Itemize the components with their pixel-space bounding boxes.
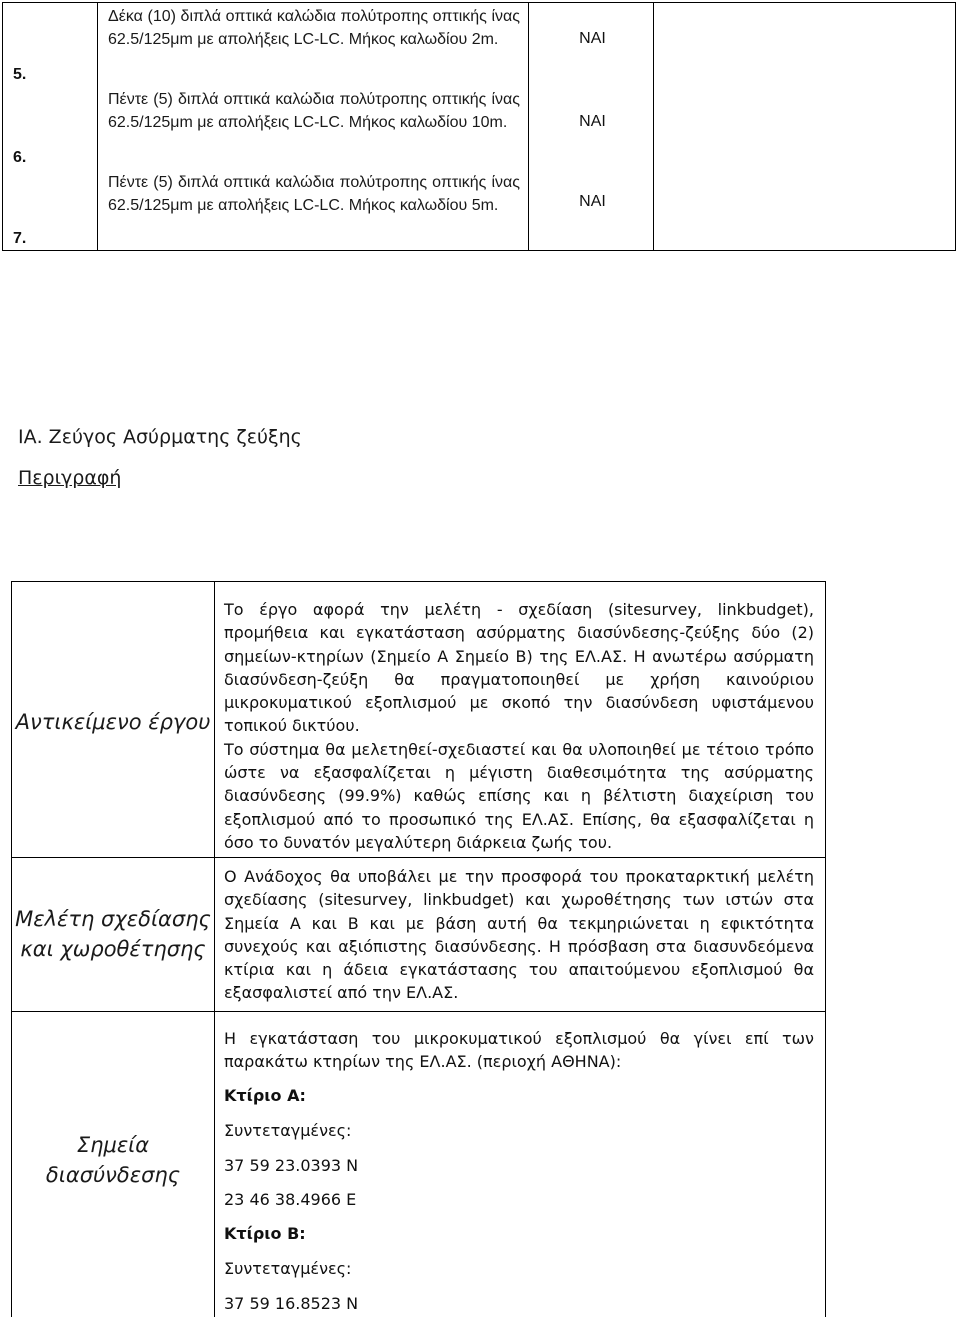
label-line: διασύνδεσης	[45, 1163, 181, 1187]
section-title: ΙΑ. Ζεύγος Ασύρματης ζεύξης	[18, 426, 302, 448]
section-subtitle: Περιγραφή	[18, 467, 122, 489]
description-table	[11, 581, 826, 1317]
row-compliance: ΝΑΙ	[579, 113, 606, 130]
points-paragraph: Η εγκατάσταση του μικροκυματικού εξοπλισμού θα γίνει επί των παρακάτω κτηρίων της ΕΛ.ΑΣ. (περιοχή ΑΘΗΝΑ):	[224, 1029, 814, 1072]
study-paragraph: Ο Ανάδοχος θα υποβάλει με την προσφορά του προκαταρκτική μελέτη σχεδίασης (sitesurvey, linkbudget) και χωροθέτησης των ιστών στα Σημεία Α και Β και με βάση αυτή θα τεκμηριώνεται η εφικτότητα συνεχούς και αξιόπιστης διασύνδεσης. Η πρόσβαση στα διασυνδεόμενα κτίρια και η άδεια εγκατάστασης του απαιτούμενου εξοπλισμού θα εξασφαλιστεί από την ΕΛ.ΑΣ.	[224, 867, 814, 1003]
row-label-points	[12, 1130, 214, 1190]
empty-cell	[654, 2, 956, 251]
latitude-b: 37 59 16.8523 N	[224, 1294, 359, 1313]
equipment-table	[2, 2, 654, 251]
row-compliance: ΝΑΙ	[579, 193, 606, 210]
label-line: Μελέτη σχεδίασης	[15, 907, 211, 931]
column-divider	[214, 582, 215, 1317]
row-compliance: ΝΑΙ	[579, 30, 606, 47]
row-divider	[12, 1011, 825, 1012]
building-a-label: Κτίριο Α:	[224, 1086, 306, 1105]
longitude-a: 23 46 38.4966 E	[224, 1190, 357, 1209]
building-b-label: Κτίριο Β:	[224, 1224, 306, 1243]
row-number: 5.	[13, 66, 27, 83]
coordinates-label: Συντεταγμένες:	[224, 1121, 352, 1140]
column-divider	[528, 3, 529, 250]
row-description: Δέκα (10) διπλά οπτικά καλώδια πολύτροπης οπτικής ίνας 62.5/125μm με απολήξεις LC-LC. Μήκος καλωδίου 2m.	[108, 8, 520, 48]
row-number: 7.	[13, 230, 27, 247]
points-intro	[224, 1027, 814, 1074]
label-line: Σημεία	[76, 1133, 150, 1157]
coordinates-label: Συντεταγμένες:	[224, 1259, 352, 1278]
study-content	[224, 865, 814, 1005]
object-paragraph: Το έργο αφορά την μελέτη - σχεδίαση (sitesurvey, linkbudget), προμήθεια και εγκατάσταση ασύρματης διασύνδεσης-ζεύξης δύο (2) σημείων-κτηρίων (Σημείο Α Σημείο Β) της ΕΛ.ΑΣ. Η ανωτέρω ασύρματη διασύνδεση-ζεύξη θα πραγματοποιηθεί με χρήση καινούριου μικροκυματικού εξοπλισμού με σκοπό την διασύνδεση υφιστάμενου τοπικού δικτύου.	[224, 600, 814, 736]
label-line: και χωροθέτησης	[20, 937, 206, 961]
row-description: Πέντε (5) διπλά οπτικά καλώδια πολύτροπης οπτικής ίνας 62.5/125μm με απολήξεις LC-LC. Μήκος καλωδίου 5m.	[108, 174, 520, 214]
latitude-a: 37 59 23.0393 N	[224, 1156, 359, 1175]
column-divider	[97, 3, 98, 250]
row-label-study	[12, 904, 214, 964]
object-content	[224, 598, 814, 854]
row-label-object: Αντικείμενο έργου	[15, 710, 211, 734]
row-number: 6.	[13, 149, 27, 166]
row-description: Πέντε (5) διπλά οπτικά καλώδια πολύτροπης οπτικής ίνας 62.5/125μm με απολήξεις LC-LC. Μήκος καλωδίου 10m.	[108, 91, 520, 131]
row-divider	[12, 857, 825, 858]
object-paragraph: Το σύστημα θα μελετηθεί-σχεδιαστεί και θα υλοποιηθεί με τέτοιο τρόπο ώστε να εξασφαλίζεται η μέγιστη διαθεσιμότητα της ασύρματης διασύνδεσης (99.9%) καθώς επίσης και η βέλτιστη διαχείριση του εξοπλισμού από το προσωπικό της ΕΛ.ΑΣ. Επίσης, θα εξασφαλίζεται η όσο το δυνατόν μεγαλύτερη διάρκεια ζωής του.	[224, 739, 814, 852]
